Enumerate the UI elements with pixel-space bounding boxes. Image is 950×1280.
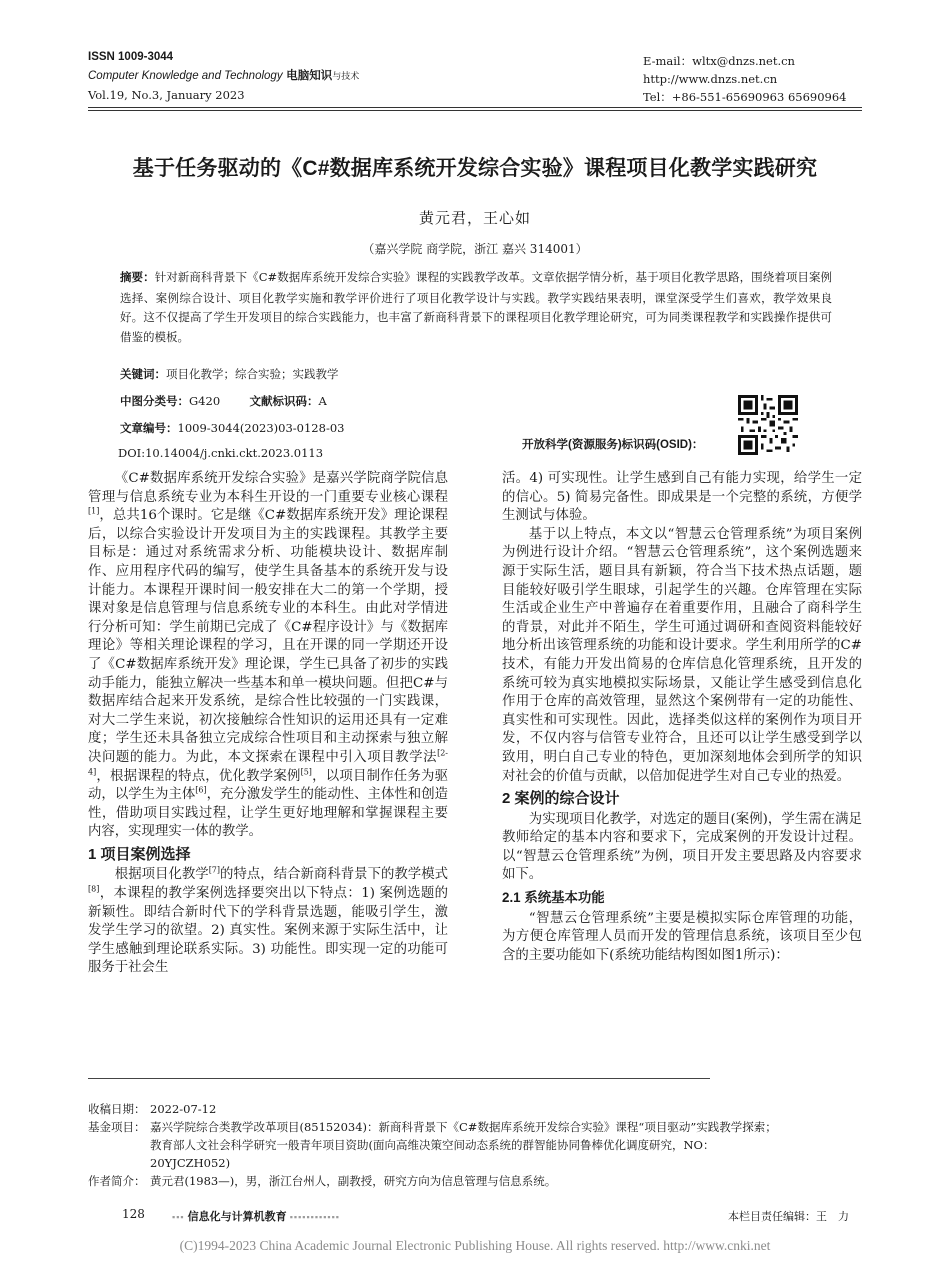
qr-code-icon[interactable] bbox=[738, 395, 798, 455]
journal-name-en: Computer Knowledge and Technology bbox=[88, 70, 283, 82]
section-1-text-2: 的特点，结合新商科背景下的教学模式 bbox=[220, 867, 449, 883]
footer-dots-left: ▪▪▪ bbox=[172, 1212, 185, 1222]
ref-1[interactable]: [1] bbox=[88, 506, 100, 516]
clc-label: 中图分类号： bbox=[120, 396, 189, 408]
doi[interactable]: DOI:10.14004/j.cnki.ckt.2023.0113 bbox=[118, 446, 324, 460]
section-1-text-1: 根据项目化教学 bbox=[114, 867, 209, 883]
journal-name-cn: 电脑知识 bbox=[286, 70, 333, 82]
footnotes bbox=[88, 1100, 868, 1190]
section-2-paragraph: 为实现项目化教学，对选定的题目(案例)，学生需在满足教师给定的基本内容和要求下，完成案例的开发设计过程。以“智慧云仓管理系统”为例，项目开发主要思路及内容要求如下。 bbox=[502, 811, 862, 883]
journal-website[interactable]: http://www.dnzs.net.cn bbox=[643, 72, 778, 86]
received-value: 2022-07-12 bbox=[150, 1102, 217, 1116]
continued-paragraph: 活。4) 可实现性。让学生感到自己有能力实现，给学生一定的信心。5) 简易完备性。即成果是一个完整的系统，方便学生测试与体验。 bbox=[502, 471, 862, 524]
ref-7[interactable]: [7] bbox=[208, 866, 221, 875]
intro-text-5: ，充分激发学生的能动性、主体性和创造性，借助项目实践过程，让学生更好地理解和掌握课程主要内容，实现理实一体的教学。 bbox=[88, 787, 449, 840]
column-editor: 本栏目责任编辑：王 力 bbox=[728, 1210, 849, 1223]
fund-info bbox=[88, 1118, 868, 1172]
article-authors: 黄元君，王心如 bbox=[418, 209, 531, 227]
article-number bbox=[120, 420, 344, 436]
header-rule bbox=[88, 107, 862, 108]
author-bio-label: 作者简介： bbox=[88, 1174, 146, 1188]
footer-journal-name: 信息化与计算机教育 bbox=[187, 1211, 287, 1223]
journal-email: E-mail：wltx@dnzs.net.cn bbox=[643, 54, 795, 68]
intro-paragraph bbox=[88, 470, 448, 842]
article-no-value: 1009-3044(2023)03-0128-03 bbox=[177, 421, 345, 435]
author-bio bbox=[88, 1172, 868, 1190]
copyright-notice: (C)1994-2023 China Academic Journal Electronic Publishing House. All rights reserved. http://www.cnki.net bbox=[179, 1238, 771, 1253]
author-bio-text: 黄元君(1983—)，男，浙江台州人，副教授，研究方向为信息管理与信息系统。 bbox=[150, 1174, 557, 1188]
received-label: 收稿日期： bbox=[88, 1102, 146, 1116]
keywords-label: 关键词： bbox=[120, 369, 166, 381]
clc-value: G420 bbox=[189, 394, 221, 408]
journal-header-left bbox=[88, 48, 359, 104]
doc-code-label: 文献标识码： bbox=[249, 396, 319, 408]
fund-line-1: 嘉兴学院综合类教学改革项目(85152034)：新商科背景下《C#数据库系统开发综合实验》课程“项目驱动”实践教学探索； bbox=[150, 1120, 777, 1134]
header-rule-thin bbox=[88, 110, 862, 111]
intro-text-4: ，以项目制作任务为驱动，以学生为主体 bbox=[88, 768, 449, 803]
abstract-label: 摘要： bbox=[120, 272, 155, 284]
footer-dots-right: ▪▪▪▪▪▪▪▪▪▪▪▪ bbox=[289, 1212, 340, 1222]
ref-5[interactable]: [5] bbox=[300, 767, 312, 777]
received-date bbox=[88, 1100, 868, 1118]
section-heading-1: 1 项目案例选择 bbox=[88, 845, 191, 863]
journal-name-cn-suffix: 与技术 bbox=[332, 72, 360, 82]
footer-journal bbox=[172, 1208, 340, 1224]
ref-6[interactable]: [6] bbox=[195, 785, 207, 795]
section-1-text-3: ，本课程的教学案例选择要突出以下特点：1) 案例选题的新颖性。即结合新时代下的学科背景选题，能吸引学生，激发学生学习的欲望。2) 真实性。案例来源于实际生活中，让学生感触到理论联系实际。3) 功能性。即实现一定的功能可服务于社会生 bbox=[88, 886, 448, 976]
body-column-right bbox=[502, 470, 862, 965]
footnote-rule bbox=[88, 1078, 710, 1079]
body-column-left bbox=[88, 470, 448, 978]
ref-8[interactable]: [8] bbox=[88, 884, 100, 894]
journal-header-right bbox=[643, 52, 846, 106]
fund-text bbox=[150, 1118, 868, 1172]
keywords-text: 项目化教学；综合实验；实践教学 bbox=[166, 367, 339, 381]
volume-info: Vol.19, No.3, January 2023 bbox=[88, 88, 245, 102]
fund-line-3: 20YJCZH052) bbox=[150, 1156, 231, 1170]
fund-label: 基金项目： bbox=[88, 1120, 146, 1134]
article-no-label: 文章编号： bbox=[120, 423, 178, 435]
section-1-paragraph bbox=[88, 866, 448, 978]
section-heading-2: 2 案例的综合设计 bbox=[502, 790, 620, 808]
issn: ISSN 1009-3044 bbox=[88, 51, 174, 63]
fund-line-2: 教育部人文社会科学研究一般青年项目资助(面向高维决策空间动态系统的群智能协同鲁棒优化调度研究，NO： bbox=[150, 1138, 715, 1152]
subsection-2-1-paragraph: “智慧云仓管理系统”主要是模拟实际仓库管理的功能，为方便仓库管理人员而开发的管理信息系统，该项目至少包含的主要功能如下(系统功能结构图如图1所示)： bbox=[502, 910, 862, 963]
intro-text-2: ，总共16个课时。它是继《C#数据库系统开发》理论课程后，以综合实验设计开发项目为主的实践课程。其教学主要目标是：通过对系统需求分析、功能模块设计、数据库制作、应用程序代码的编写，使学生具备基本的系统开发与设计能力。本课程开课时间一般安排在大二的第一个学期，授课对象是信息管理与信息系统专业的本科生。由此对学情进行分析可知：学生前期已完成了《C#程序设计》与《数据库理论》等相关理论课程的学习，且在开课的同一学期还开设了《C#数据库系统开发》理论课，学生已具备了初步的实践动手能力，能独立解决一些基本和单一模块问题。但把C#与数据库结合起来开发系统，是综合性比较强的一门实践课，对大二学生来说，初次接触综合性知识的运用还具有一定难度；学生还未具备独立完成综合性项目和主动探索与独立解决问题的能力。为此，本文探索在课程中引入项目教学法 bbox=[88, 508, 448, 765]
article-title: 基于任务驱动的《C#数据库系统开发综合实验》课程项目化教学实践研究 bbox=[132, 157, 818, 180]
ref-2-4[interactable]: [2-4] bbox=[88, 748, 448, 777]
osid-label: 开放科学(资源服务)标识码(OSID)： bbox=[522, 439, 704, 451]
keywords bbox=[120, 366, 339, 382]
doc-code-value: A bbox=[318, 394, 327, 408]
journal-tel: Tel：+86-551-65690963 65690964 bbox=[643, 90, 847, 104]
article-affiliation: （嘉兴学院 商学院，浙江 嘉兴 314001） bbox=[362, 242, 588, 256]
abstract-text: 针对新商科背景下《C#数据库系统开发综合实验》课程的实践教学改革。文章依据学情分析，基于项目化教学思路，围绕着项目案例选择、案例综合设计、项目化教学实施和教学评价进行了项目化教学设计与实践。教学实践结果表明，课堂深受学生们喜欢，教学效果良好。这不仅提高了学生开发项目的综合实践能力，也丰富了新商科背景下的课程项目化教学理论研究，可为同类课程教学和实践操作提供可借鉴的模板。 bbox=[120, 270, 832, 344]
intro-text-1: 《C#数据库系统开发综合实验》是嘉兴学院商学院信息管理与信息系统专业为本科生开设的一门重要专业核心课程 bbox=[88, 471, 448, 505]
intro-text-3: ，根据课程的特点，优化教学案例 bbox=[96, 768, 301, 784]
case-paragraph: 基于以上特点，本文以“智慧云仓管理系统”为项目案例为例进行设计介绍。“智慧云仓管理系统”，这个案例选题来源于实际生活，题目具有新颖，符合当下技术热点话题，题目能较好吸引学生眼球，引起学生的兴趣。仓库管理在实际生活或企业生产中普遍存在着重要作用，且融合了商科学生的背景，对此并不陌生，学生可通过调研和查阅资料能较好地分析出该管理系统的功能和设计要求。学生利用所学的C#技术，有能力开发出简易的仓库信息化管理系统，且开发的系统可较为真实地模拟实际场景，又能让学生感受到信息化作用于仓库的高效管理，显然这个案例带有一定的功能性、真实性和可实现性。因此，选择类似这样的案例作为项目开发，不仅内容与信管专业符合，且还可以让学生感受到学以致用，明白自己专业的特色，更加深刻地体会到所学的知识对社会的价值与贡献，以倍加促进学生对自己专业的热爱。 bbox=[502, 526, 862, 784]
page-number: 128 bbox=[122, 1207, 145, 1221]
classification bbox=[120, 393, 327, 409]
abstract bbox=[120, 268, 832, 347]
subsection-heading-2-1: 2.1 系统基本功能 bbox=[502, 890, 605, 906]
